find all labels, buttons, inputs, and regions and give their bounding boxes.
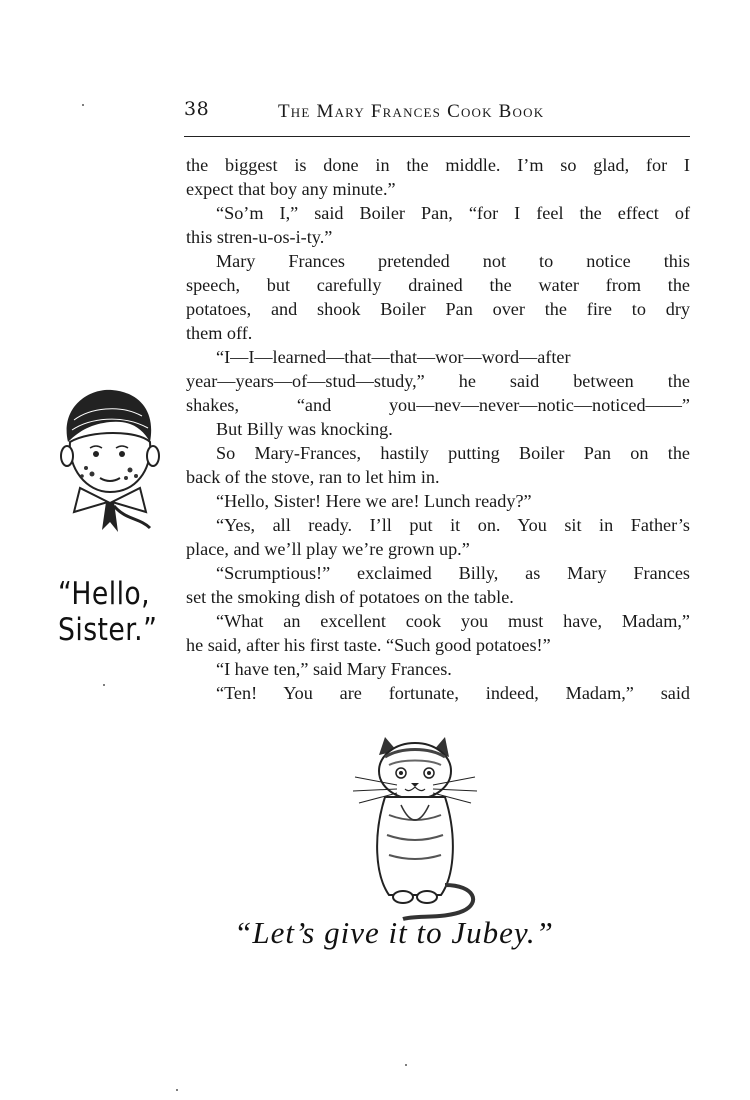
text-line: “What an excellent cook you must have, Madam,” [216, 611, 690, 631]
text-line: the biggest is done in the middle. I’m so glad, for I [186, 155, 690, 175]
speck [176, 1089, 178, 1091]
text-line: he said, after his first taste. “Such good potatoes!” [186, 635, 551, 655]
hello-caption-line1: “Hello, [58, 576, 151, 612]
text-line: “So’m I,” said Boiler Pan, “for I feel the effect of [216, 203, 690, 223]
text-line: potatoes, and shook Boiler Pan over the fire to dry [186, 299, 690, 319]
page-number: 38 [184, 98, 210, 120]
billy-illustration [50, 380, 170, 560]
text-line: “Yes, all ready. I’ll put it on. You sit in Father’s [216, 515, 690, 535]
speck [103, 684, 105, 686]
text-line: this stren-u-os-i-ty.” [186, 227, 333, 247]
body-text [186, 153, 690, 705]
text-line: shakes, “and you—nev—never—notic—noticed——” [186, 395, 690, 415]
text-line: year—years—of—stud—study,” he said between the [186, 371, 690, 391]
speck [405, 1064, 407, 1066]
header-rule [184, 136, 690, 137]
running-head: The Mary Frances Cook Book [278, 101, 545, 122]
text-line: But Billy was knocking. [216, 419, 393, 439]
hello-caption-line2: Sister.” [58, 612, 158, 648]
text-line: “I—I—learned—that—that—wor—word—after [216, 347, 571, 367]
text-line: “Hello, Sister! Here we are! Lunch ready?” [216, 491, 532, 511]
text-line: So Mary-Frances, hastily putting Boiler Pan on the [216, 443, 690, 463]
text-line: place, and we’ll play we’re grown up.” [186, 539, 470, 559]
text-line: back of the stove, ran to let him in. [186, 467, 440, 487]
text-line: expect that boy any minute.” [186, 179, 396, 199]
cat-jubey-illustration [345, 735, 485, 925]
jubey-caption: “Let’s give it to Jubey.” [234, 915, 554, 950]
text-line: “I have ten,” said Mary Frances. [216, 659, 452, 679]
text-line: set the smoking dish of potatoes on the table. [186, 587, 514, 607]
text-line: “Scrumptious!” exclaimed Billy, as Mary Frances [216, 563, 690, 583]
text-line: “Ten! You are fortunate, indeed, Madam,” said [216, 683, 690, 703]
text-line: speech, but carefully drained the water from the [186, 275, 690, 295]
hello-caption [58, 576, 161, 648]
speck [82, 104, 84, 106]
text-line: them off. [186, 323, 253, 343]
text-line: Mary Frances pretended not to notice this [216, 251, 690, 271]
